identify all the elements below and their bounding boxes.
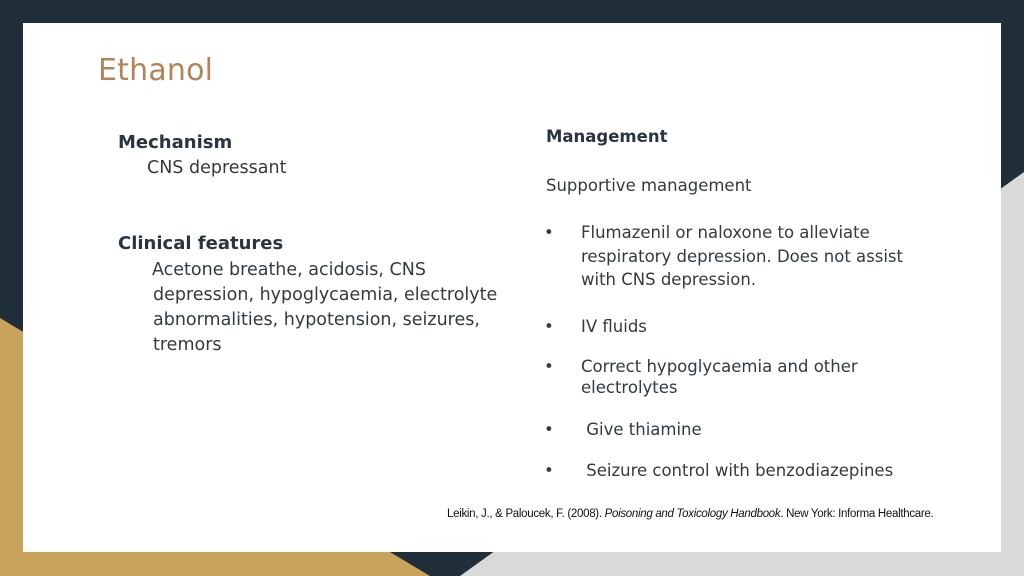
bullet-icon: • <box>544 461 554 480</box>
slide-canvas <box>23 23 1001 552</box>
bullet-icon: • <box>544 223 554 242</box>
mechanism-text: CNS depressant <box>147 158 287 178</box>
management-item-text: Seizure control with benzodiazepines <box>581 461 894 480</box>
management-intro: Supportive management <box>546 176 752 195</box>
bullet-icon: • <box>544 357 554 376</box>
slide-title: Ethanol <box>98 53 214 88</box>
citation <box>447 508 933 520</box>
clinical-features-heading: Clinical features <box>118 233 284 254</box>
bullet-icon: • <box>544 317 554 336</box>
clinical-features-line-2: depression, hypoglycaemia, electrolyte <box>153 285 498 305</box>
management-item-text: Correct hypoglycaemia and other electrolytes <box>581 357 858 397</box>
management-item-text: Give thiamine <box>581 420 702 439</box>
clinical-features-line-3: abnormalities, hypotension, seizures, <box>153 310 480 330</box>
citation-book-title: Poisoning and Toxicology Handbook <box>604 508 781 520</box>
bullet-icon: • <box>544 420 554 439</box>
citation-authors: Leikin, J., & Paloucek, F. (2008). <box>447 508 605 520</box>
management-item-text: Flumazenil or naloxone to alleviate respiratory depression. Does not assist with CNS depression. <box>581 223 903 289</box>
clinical-features-line-4: tremors <box>153 335 222 355</box>
mechanism-heading: Mechanism <box>118 132 233 153</box>
citation-publisher: . New York: Informa Healthcare. <box>780 508 934 520</box>
management-heading: Management <box>546 127 668 146</box>
clinical-features-line-1: Acetone breathe, acidosis, CNS <box>152 260 426 280</box>
management-item-text: IV fluids <box>581 317 647 336</box>
